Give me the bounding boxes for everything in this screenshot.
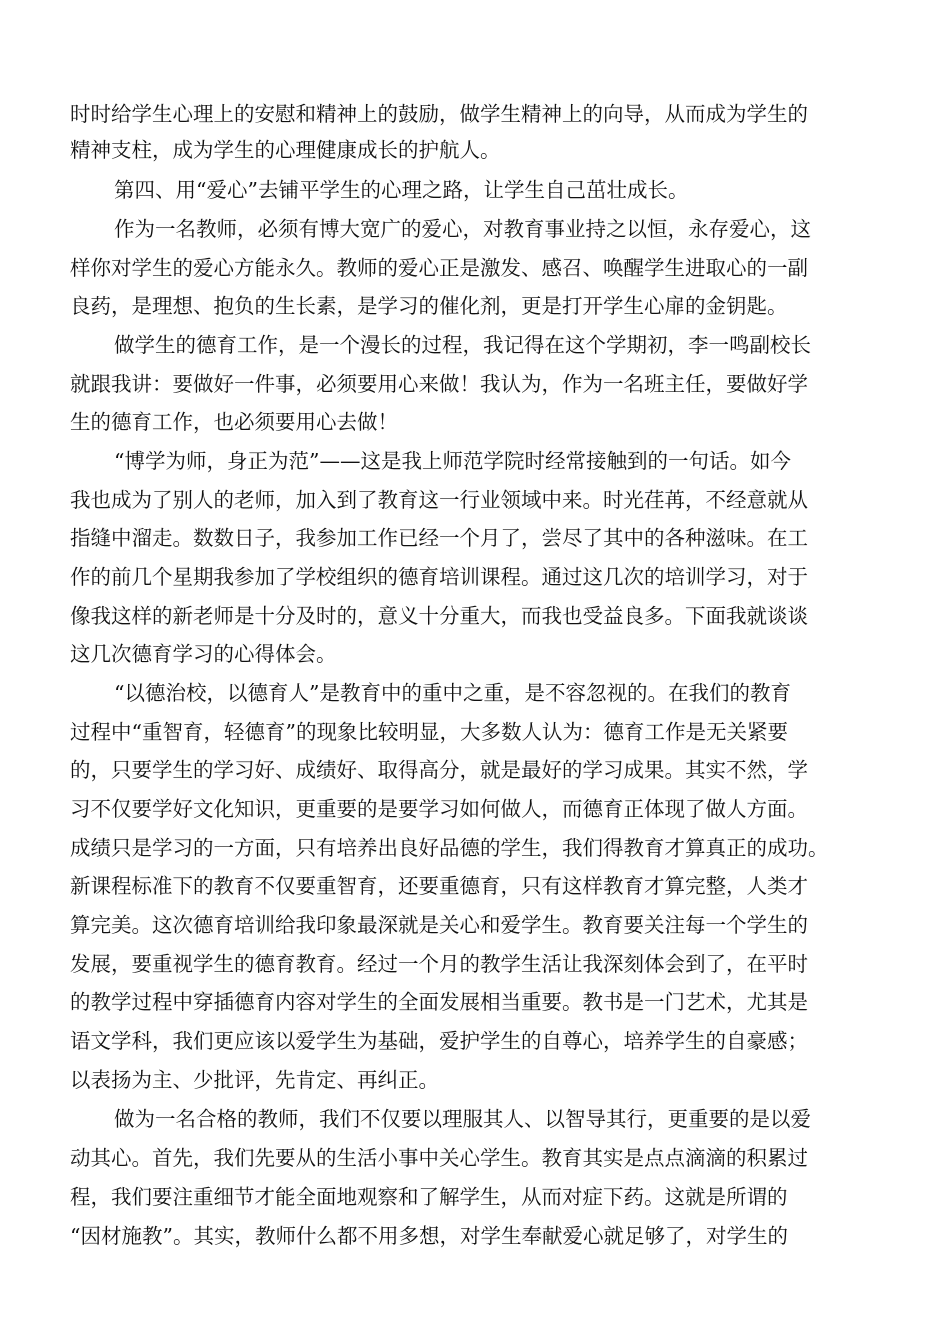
text-line: 生的德育工作，也必须要用心去做！	[70, 410, 398, 434]
text-line: 精神支柱，成为学生的心理健康成长的护航人。	[70, 138, 501, 162]
text-line: 我也成为了别人的老师，加入到了教育这一行业领域中来。时光荏苒，不经意就从	[70, 488, 808, 512]
text-line: 程，我们要注重细节才能全面地观察和了解学生，从而对症下药。这就是所谓的	[70, 1185, 788, 1209]
text-line: “因材施教”。其实，教师什么都不用多想，对学生奉献爱心就足够了，对学生的	[70, 1224, 788, 1248]
text-line: 以表扬为主、少批评，先肯定、再纠正。	[70, 1068, 439, 1092]
section-heading: 第四、用“爱心”去铺平学生的心理之路，让学生自己茁壮成长。	[114, 178, 689, 202]
text-line: 动其心。首先，我们先要从的生活小事中关心学生。教育其实是点点滴滴的积累过	[70, 1146, 808, 1170]
text-line: 就跟我讲：要做好一件事，必须要用心来做！我认为，作为一名班主任，要做好学	[70, 372, 808, 396]
text-line: 新课程标准下的教育不仅要重智育，还要重德育，只有这样教育才算完整，人类才	[70, 874, 808, 898]
text-line: “博学为师，身正为范”——这是我上师范学院时经常接触到的一句话。如今	[114, 449, 791, 473]
text-line: 时时给学生心理上的安慰和精神上的鼓励，做学生精神上的向导，从而成为学生的	[70, 102, 808, 126]
text-line: 像我这样的新老师是十分及时的，意义十分重大，而我也受益良多。下面我就谈谈	[70, 604, 808, 628]
text-line: 算完美。这次德育培训给我印象最深就是关心和爱学生。教育要关注每一个学生的	[70, 913, 808, 937]
text-line: 良药，是理想、抱负的生长素，是学习的催化剂，更是打开学生心扉的金钥匙。	[70, 294, 788, 318]
text-line: 这几次德育学习的心得体会。	[70, 642, 337, 666]
text-line: 成绩只是学习的一方面，只有培养出良好品德的学生，我们得教育才算真正的成功。	[70, 836, 829, 860]
text-line: “以德治校，以德育人”是教育中的重中之重，是不容忽视的。在我们的教育	[114, 681, 791, 705]
text-line: 过程中“重智育，轻德育”的现象比较明显，大多数人认为：德育工作是无关紧要	[70, 720, 788, 744]
text-line: 样你对学生的爱心方能永久。教师的爱心正是激发、感召、唤醒学生进取心的一副	[70, 256, 808, 280]
text-line: 发展，要重视学生的德育教育。经过一个月的教学生活让我深刻体会到了，在平时	[70, 952, 808, 976]
text-line: 作为一名教师，必须有博大宽广的爱心，对教育事业持之以恒，永存爱心，这	[114, 217, 811, 241]
text-line: 做为一名合格的教师，我们不仅要以理服其人、以智导其行，更重要的是以爱	[114, 1107, 811, 1131]
text-line: 作的前几个星期我参加了学校组织的德育培训课程。通过这几次的培训学习，对于	[70, 565, 808, 589]
text-line: 习不仅要学好文化知识，更重要的是要学习如何做人，而德育正体现了做人方面。	[70, 797, 808, 821]
text-line: 的，只要学生的学习好、成绩好、取得高分，就是最好的学习成果。其实不然，学	[70, 758, 808, 782]
text-line: 的教学过程中穿插德育内容对学生的全面发展相当重要。教书是一门艺术，尤其是	[70, 990, 808, 1014]
text-line: 语文学科，我们更应该以爱学生为基础，爱护学生的自尊心，培养学生的自豪感；	[70, 1029, 808, 1053]
text-line: 指缝中溜走。数数日子，我参加工作已经一个月了，尝尽了其中的各种滋味。在工	[70, 526, 808, 550]
text-line: 做学生的德育工作，是一个漫长的过程，我记得在这个学期初，李一鸣副校长	[114, 333, 811, 357]
